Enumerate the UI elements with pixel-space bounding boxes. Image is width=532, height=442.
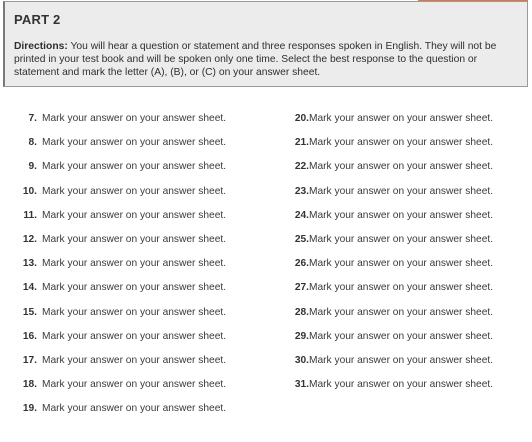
question-instruction: Mark your answer on your answer sheet. [309, 282, 494, 294]
question-number: 14. [22, 282, 37, 294]
question-item [269, 234, 531, 258]
question-number: 7. [28, 113, 37, 124]
question-item [0, 186, 255, 210]
question-item [269, 161, 531, 185]
question-item [0, 282, 255, 306]
question-instruction: Mark your answer on your answer sheet. [309, 330, 494, 342]
question-number: 9. [28, 161, 37, 173]
question-item [269, 258, 531, 282]
question-item [269, 282, 531, 306]
question-instruction: Mark your answer on your answer sheet. [309, 185, 494, 197]
question-instruction: Mark your answer on your answer sheet. [309, 209, 494, 221]
question-instruction: Mark your answer on your answer sheet. [42, 137, 227, 149]
question-instruction: Mark your answer on your answer sheet. [42, 403, 227, 415]
question-instruction: Mark your answer on your answer sheet. [42, 233, 227, 245]
question-number: 10. [22, 185, 37, 197]
question-number: 21. [294, 137, 309, 149]
question-number: 23. [294, 185, 309, 197]
question-number: 18. [22, 379, 37, 391]
question-instruction: Mark your answer on your answer sheet. [309, 258, 494, 270]
question-number: 22. [294, 161, 309, 173]
question-instruction: Mark your answer on your answer sheet. [309, 379, 494, 391]
question-instruction: Mark your answer on your answer sheet. [42, 185, 227, 197]
question-item [269, 331, 531, 355]
question-item [269, 186, 531, 210]
question-item [0, 137, 255, 161]
question-instruction: Mark your answer on your answer sheet. [42, 354, 227, 366]
question-number: 13. [22, 258, 37, 270]
question-item [269, 210, 531, 234]
question-item [0, 161, 255, 185]
question-number: 31. [294, 379, 309, 391]
question-item [0, 379, 255, 403]
directions-text: You will hear a question or statement and three responses spoken in English. They will not be printed in your test book and will be spoken only one time. Select the best response to the question or statement and mark the letter (A), (B), or (C) on your answer sheet. [14, 41, 497, 78]
question-item [269, 379, 531, 403]
question-item [269, 355, 531, 379]
directions-lead: Directions: [14, 41, 68, 52]
question-instruction: Mark your answer on your answer sheet. [309, 161, 494, 173]
question-number: 11. [23, 209, 37, 221]
question-item [0, 403, 255, 427]
question-instruction: Mark your answer on your answer sheet. [42, 379, 227, 391]
question-instruction: Mark your answer on your answer sheet. [42, 161, 227, 173]
question-number: 17. [22, 354, 37, 366]
question-number: 16. [22, 330, 37, 342]
question-instruction: Mark your answer on your answer sheet. [309, 354, 494, 366]
question-instruction: Mark your answer on your answer sheet. [309, 113, 494, 124]
question-number: 24. [294, 209, 309, 221]
question-number: 8. [28, 137, 37, 149]
question-number: 30. [294, 354, 309, 366]
question-number: 19. [22, 403, 37, 415]
question-item [269, 137, 531, 161]
question-number: 15. [22, 306, 37, 318]
question-number: 29. [294, 330, 309, 342]
question-item [0, 307, 255, 331]
question-item [0, 355, 255, 379]
question-instruction: Mark your answer on your answer sheet. [42, 209, 227, 221]
question-instruction: Mark your answer on your answer sheet. [42, 113, 227, 124]
question-instruction: Mark your answer on your answer sheet. [42, 282, 227, 294]
directions-paragraph [14, 40, 524, 79]
question-number: 12. [22, 233, 37, 245]
part-title: PART 2 [14, 12, 61, 27]
question-item [0, 331, 255, 355]
question-item [0, 210, 255, 234]
question-instruction: Mark your answer on your answer sheet. [309, 233, 494, 245]
question-number: 25. [294, 233, 309, 245]
question-item [0, 258, 255, 282]
question-instruction: Mark your answer on your answer sheet. [309, 137, 494, 149]
question-item [0, 234, 255, 258]
question-column-right [269, 113, 531, 403]
question-item [0, 113, 255, 137]
question-number: 26. [294, 258, 309, 270]
question-instruction: Mark your answer on your answer sheet. [42, 306, 227, 318]
question-number: 27. [294, 282, 309, 294]
question-number: 20. [294, 113, 309, 124]
question-item [269, 307, 531, 331]
question-instruction: Mark your answer on your answer sheet. [42, 258, 227, 270]
question-instruction: Mark your answer on your answer sheet. [42, 330, 227, 342]
question-column-left [0, 113, 255, 427]
question-number: 28. [294, 306, 309, 318]
question-item [269, 113, 531, 137]
question-instruction: Mark your answer on your answer sheet. [309, 306, 494, 318]
directions-box [3, 1, 528, 87]
